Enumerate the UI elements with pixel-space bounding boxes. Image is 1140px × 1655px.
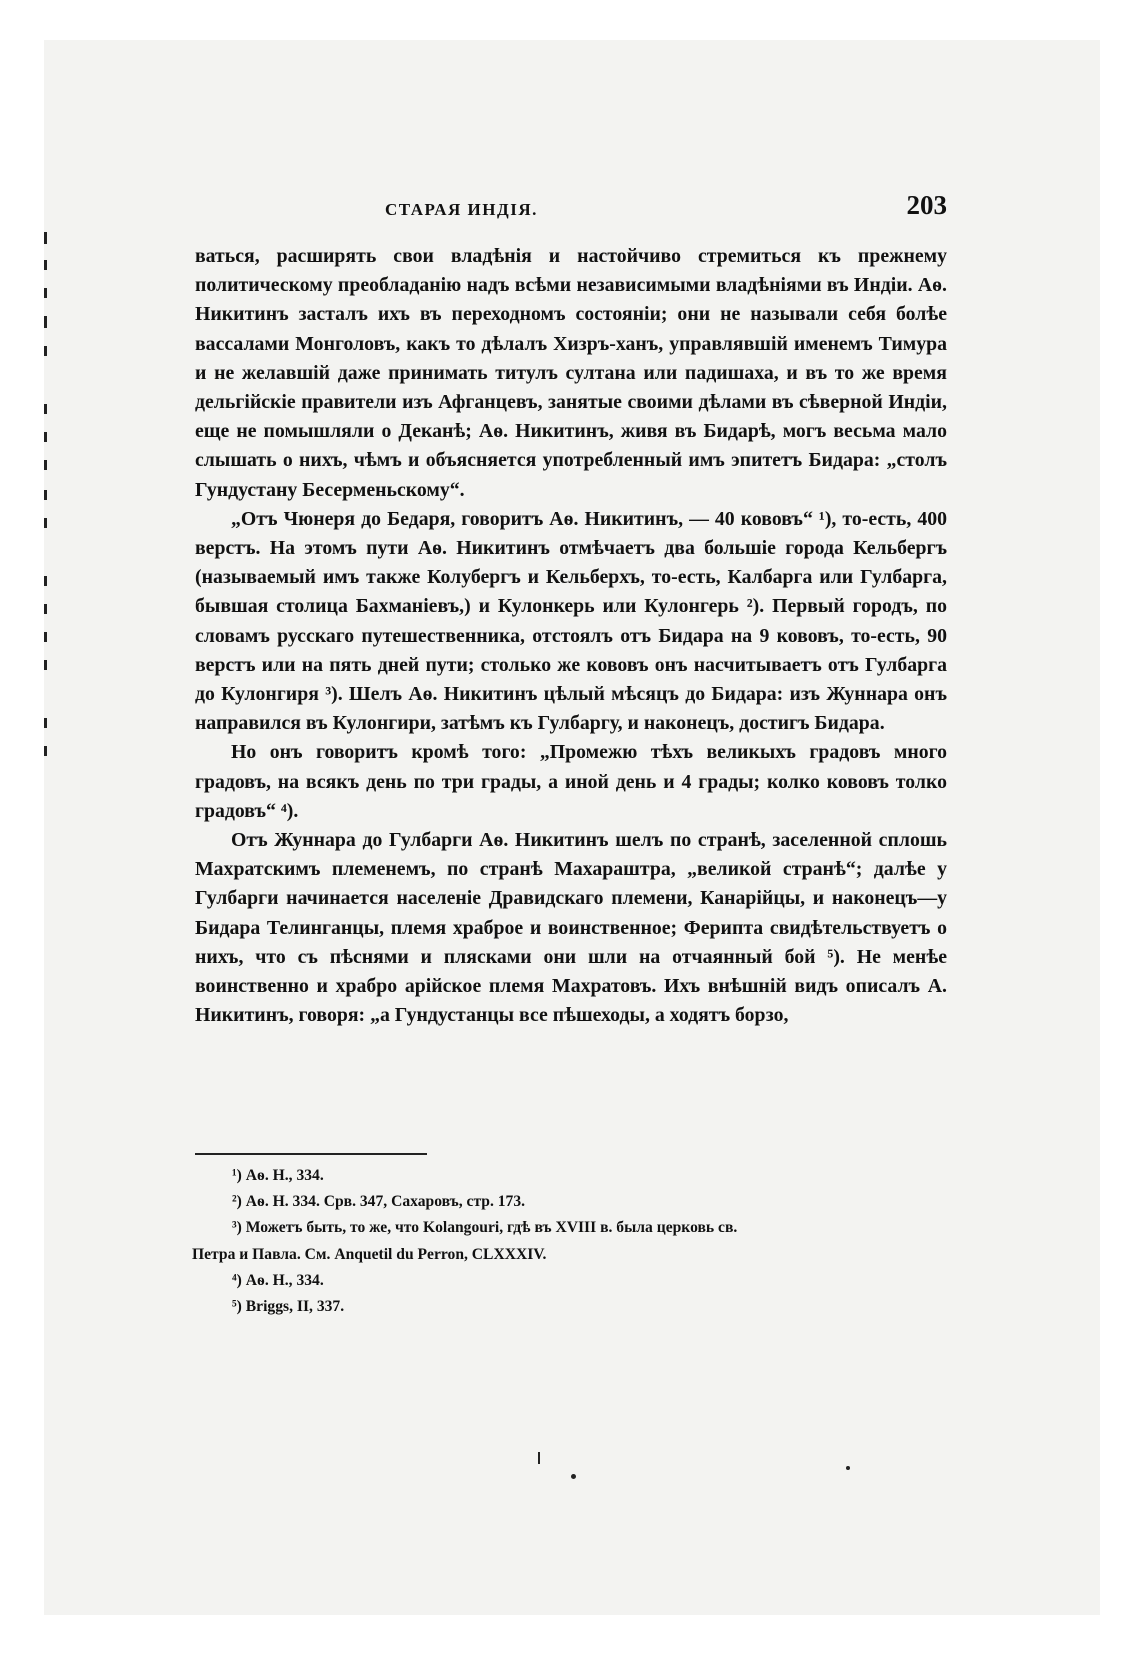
footnote-1: ¹) Аѳ. Н., 334. xyxy=(232,1167,324,1184)
footnote-4: ⁴) Аѳ. Н., 334. xyxy=(232,1271,324,1289)
page-number: 203 xyxy=(906,190,947,220)
footnote-3: ³) Можетъ быть, то же, что Kolangouri, гдѣ въ XVIII в. была церковь св. xyxy=(232,1219,738,1237)
paragraph-3: Но онъ говоритъ кромѣ того: „Промежю тѣхъ великыхъ градовъ много градовъ, на всякъ день по три грады, а иной день и 4 грады; колко кововъ толко градовъ“ ⁴). xyxy=(195,741,947,822)
main-text xyxy=(195,242,947,1030)
footnotes xyxy=(192,1163,947,1320)
paragraph-2: „Отъ Чюнеря до Бедаря, говоритъ Аѳ. Никитинъ, — 40 кововъ“ ¹), то-есть, 400 верстъ. На этомъ пути Аѳ. Никитинъ отмѣчаетъ два большіе города Кельбергъ (называемый имъ также Колубергъ и Кельберхъ, то-есть, Калбарга или Гулбарга, бывшая столица Бахманіевъ,) и Кулонкерь или Кулонгерь ²). Первый городъ, по словамъ русскаго путешественника, отстоялъ отъ Бидара на 9 кововъ, то-есть, 90 верстъ или на пять дней пути; столько же кововъ онъ насчитываетъ отъ Гулбарга до Кулонгиря ³). Шелъ Аѳ. Никитинъ цѣлый мѣсяцъ до Бидара: изъ Жуннара онъ направился въ Кулонгири, затѣмъ къ Гулбаргу, и наконецъ, достигъ Бидара. xyxy=(195,507,947,735)
running-title: СТАРАЯ ИНДІЯ. xyxy=(385,200,538,219)
paragraph-4: Отъ Жуннара до Гулбарги Аѳ. Никитинъ шелъ по странѣ, заселенной сплошь Махратскимъ племенемъ, по странѣ Махараштра, „великой странѣ“; далѣе у Гулбарги начинается населеніе Дравидскаго племени, Канарійцы, и наконецъ—у Бидара Телинганцы, племя храброе и воинственное; Ферипта свидѣтельствуетъ о нихъ, что съ пѣснями и плясками они шли на отчаянный бой ⁵). Не менѣе воинственно и храбро арійское племя Махратовъ. Ихъ внѣшній видъ описалъ А. Никитинъ, говоря: „а Гундустанцы все пѣшеходы, а ходятъ борзо, xyxy=(195,829,947,1027)
paragraph-1: ваться, расширять свои владѣнія и настойчиво стремиться къ прежнему политическому преобладанію надъ всѣми независимыми владѣніями въ Индіи. Аѳ. Никитинъ засталъ ихъ въ переходномъ состояніи; они не называли себя болѣе вассалами Монголовъ, какъ то дѣлалъ Хизръ-ханъ, управлявшій именемъ Тимура и не желавшій даже принимать титулъ султана или падишаха, и въ то же время дельгійскіе правители изъ Афганцевъ, занятые своими дѣлами въ сѣверной Индіи, еще не помышляли о Деканѣ; Аѳ. Никитинъ, живя въ Бидарѣ, могъ весьма мало слышать о нихъ, чѣмъ и объясняется употребленный имъ эпитетъ Бидара: „столъ Гундустану Бесерменьскому“. xyxy=(195,245,947,501)
footnote-separator xyxy=(195,1153,427,1155)
footnote-2: ²) Аѳ. Н. 334. Срв. 347, Сахаровъ, стр. 173. xyxy=(232,1193,526,1211)
footnote-5: ⁵) Briggs, II, 337. xyxy=(232,1298,345,1316)
footnote-3-continued: Петра и Павла. См. Anquetil du Perron, CLXXXIV. xyxy=(192,1245,547,1263)
running-header xyxy=(195,190,947,230)
